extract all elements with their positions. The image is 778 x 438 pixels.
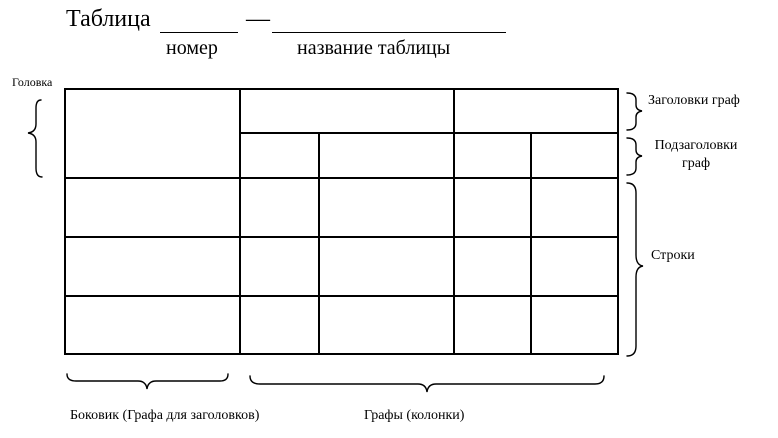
- column-headers-label: Заголовки граф: [648, 93, 740, 108]
- stub-label: Боковик (Графа для заголовков): [70, 408, 260, 423]
- stub-brace: [67, 374, 228, 389]
- name-caption: название таблицы: [297, 37, 451, 59]
- title-dash: —: [246, 6, 270, 32]
- columns-label: Графы (колонки): [364, 408, 465, 423]
- head-label: Головка: [12, 75, 53, 89]
- head-brace: [28, 100, 42, 177]
- number-caption: номер: [166, 37, 218, 59]
- column-headers-brace: [627, 93, 642, 130]
- table-frame: [65, 89, 618, 354]
- subheaders-label-line2: граф: [681, 156, 711, 171]
- rows-label: Строки: [651, 248, 695, 263]
- subheaders-label-line1: Подзаголовки: [654, 138, 738, 153]
- subheaders-brace: [627, 138, 642, 175]
- columns-brace: [250, 376, 604, 392]
- rows-brace: [627, 183, 643, 356]
- subheaders-label: [644, 137, 748, 173]
- table-title-word: Таблица: [66, 6, 151, 32]
